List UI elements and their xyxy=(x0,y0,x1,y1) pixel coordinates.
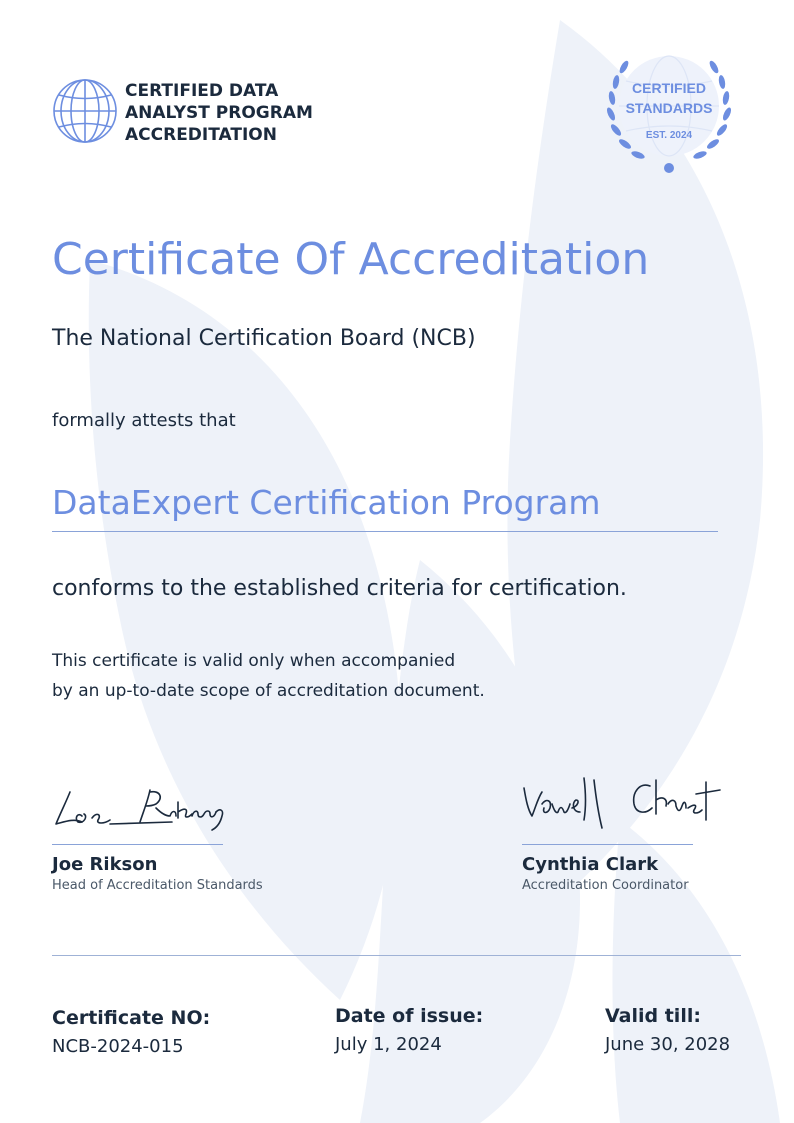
certified-standards-seal xyxy=(598,46,740,178)
date-of-issue-block xyxy=(335,1002,483,1058)
signatory-name: Cynthia Clark xyxy=(522,854,659,875)
signatory-role: Accreditation Coordinator xyxy=(522,878,689,893)
conforms-text: conforms to the established criteria for certification. xyxy=(52,576,627,601)
date-of-issue-label: Date of issue: xyxy=(335,1005,484,1027)
signatory-role: Head of Accreditation Standards xyxy=(52,878,263,893)
certificate-number-label: Certificate NO: xyxy=(52,1007,211,1029)
certificate-number-block xyxy=(52,1004,210,1060)
signature-block-right xyxy=(522,772,762,895)
signature-block-left xyxy=(52,778,312,895)
organization-name xyxy=(125,80,355,146)
seal-est: EST. 2024 xyxy=(645,130,693,141)
seal-line2: STANDARDS xyxy=(625,100,713,116)
footer-divider xyxy=(52,955,741,956)
validity-line: This certificate is valid only when accompanied xyxy=(52,651,456,671)
program-name: DataExpert Certification Program xyxy=(52,479,718,532)
organization-name-line: CERTIFIED DATA xyxy=(125,81,279,101)
organization-name-line: ANALYST PROGRAM xyxy=(125,103,313,123)
signatory-name: Joe Rikson xyxy=(52,854,158,875)
certificate-number-value: NCB-2024-015 xyxy=(52,1036,184,1057)
issuer-name: The National Certification Board (NCB) xyxy=(52,326,476,351)
attests-text: formally attests that xyxy=(52,410,236,431)
organization-name-line: ACCREDITATION xyxy=(125,125,277,145)
valid-till-label: Valid till: xyxy=(605,1005,701,1027)
certificate-title: Certificate Of Accreditation xyxy=(52,234,650,285)
valid-till-block xyxy=(605,1002,730,1058)
validity-line: by an up-to-date scope of accreditation document. xyxy=(52,681,485,701)
signature-line xyxy=(52,844,223,845)
globe-logo-icon xyxy=(52,78,118,144)
validity-note xyxy=(52,646,612,706)
signature-line xyxy=(522,844,693,845)
signature-image-left xyxy=(52,778,232,840)
valid-till-value: June 30, 2028 xyxy=(605,1034,731,1055)
signature-image-right xyxy=(522,772,722,834)
date-of-issue-value: July 1, 2024 xyxy=(335,1034,442,1055)
seal-line1: CERTIFIED xyxy=(632,80,706,96)
